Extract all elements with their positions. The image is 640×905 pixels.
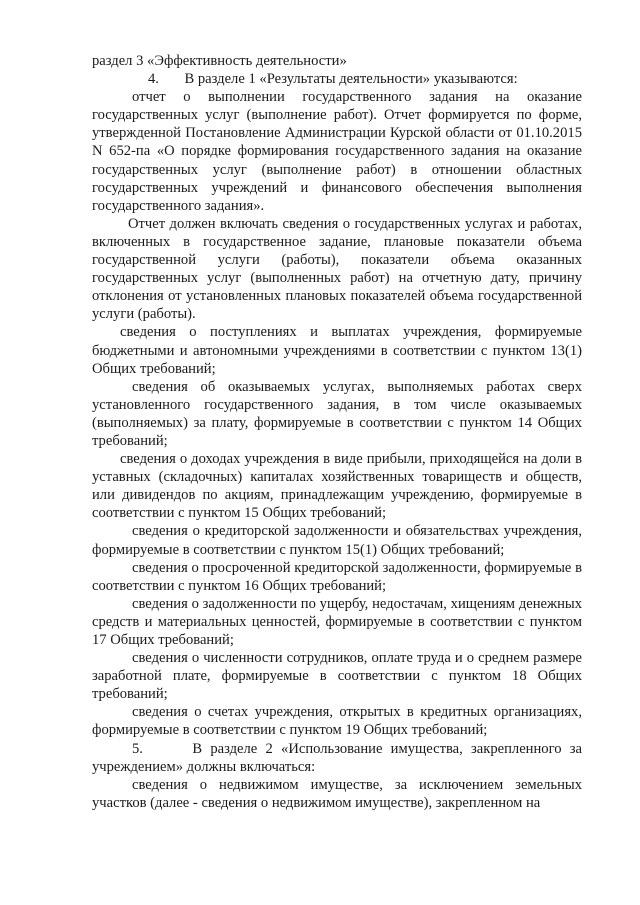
paragraph-income-profit: сведения о доходах учреждения в виде прибыли, приходящейся на доли в уставных (складочных) капиталах хозяйственных товариществ и обществ, или дивидендов по акциям, принадлежащим учреждению, формируемые в соответствии с пунктом 15 Общих требований; (92, 451, 582, 522)
document-body (92, 52, 582, 812)
paragraph-bank-accounts: сведения о счетах учреждения, открытых в кредитных организациях, формируемые в соответствии с пунктом 19 Общих требований; (92, 704, 582, 739)
paragraph-staff-salary: сведения о численности сотрудников, оплате труда и о среднем размере заработной плате, формируемые в соответствии с пунктом 18 Общих требований; (92, 650, 582, 703)
item-4-intro: 4. В разделе 1 «Результаты деятельности» указываются: (148, 71, 518, 88)
paragraph-state-task-report: отчет о выполнении государственного задания на оказание государственных услуг (выполнение работ). Отчет формируется по форме, утвержденной Постановление Администрации Курской области от 01.10.2015 N 652-па «О порядке формирования государственного задания на оказание государственных услуг (выполнение работ) в отношении областных государственных учреждений и финансового обеспечения выполнения государственного задания». (92, 89, 582, 214)
paragraph-real-estate: сведения о недвижимом имуществе, за исключением земельных участков (далее - сведения о недвижимом имуществе), закрепленном на (92, 776, 582, 811)
item-5-intro: 5. В разделе 2 «Использование имущества, закрепленного за учреждением» должны включаться: (92, 740, 582, 775)
paragraph-damage-debt: сведения о задолженности по ущербу, недостачам, хищениям денежных средств и материальных ценностей, формируемые в соответствии с пунктом 17 Общих требований; (92, 595, 582, 648)
paragraph-services-above-task: сведения об оказываемых услугах, выполняемых работах сверх установленного государственного задания, в том числе оказываемых (выполняемых) за плату, формируемые в соответствии с пунктом 14 Общих требований; (92, 378, 582, 449)
paragraph-report-contents: Отчет должен включать сведения о государственных услугах и работах, включенных в государственное задание, плановые показатели объема государственной услуги (работы), показатели объема оказанных государственных услуг (выполненных работ) на отчетную дату, причину отклонения от установленных плановых показателей объема государственной услуги (работы). (92, 215, 582, 323)
section-3-heading-line: раздел 3 «Эффективность деятельности» (92, 53, 347, 69)
paragraph-receipts-payments: сведения о поступлениях и выплатах учреждения, формируемые бюджетными и автономными учреждениями в соответствии с пунктом 13(1) Общих требований; (92, 324, 582, 377)
paragraph-overdue-payables: сведения о просроченной кредиторской задолженности, формируемые в соответствии с пунктом 16 Общих требований; (92, 559, 582, 594)
paragraph-accounts-payable: сведения о кредиторской задолженности и обязательствах учреждения, формируемые в соответствии с пунктом 15(1) Общих требований; (92, 523, 582, 558)
